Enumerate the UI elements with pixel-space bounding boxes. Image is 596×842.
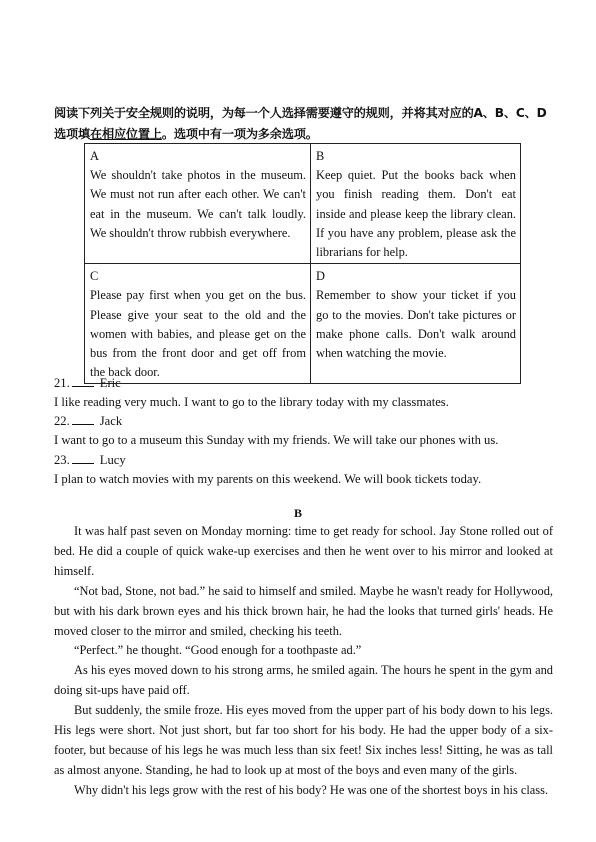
question-21-header (54, 374, 121, 392)
passage-paragraph: It was half past seven on Monday morning: time to get ready for school. Jay Stone rolled out of bed. He did a couple of quick wake-up exercises and then he went over to his mirror and looked at himself. (54, 524, 553, 578)
rule-letter: D (316, 269, 325, 284)
passage-paragraph: But suddenly, the smile froze. His eyes moved from the upper part of his body down to his legs. His legs were short. Not just short, but far too short for his body. He had the upper body of a six-footer, but because of his legs he was much less than six feet! Six inches less! Sitting, he was as tall as almost anyone. Standing, he had to look up at most of the boys and even many of the girls. (54, 703, 553, 777)
rule-cell-a (85, 144, 311, 264)
rule-text: Please pay first when you get on the bus. Please give your seat to the old and the women with babies, and please get on the bus from the front door and get off from the back door. (90, 288, 306, 380)
rule-letter: A (90, 149, 99, 163)
reading-passage (54, 522, 553, 801)
rule-text: Keep quiet. Put the books back when you finish reading them. Don't eat inside and please keep the library clean. If you have any problem, please ask the librarians for help. (316, 168, 516, 260)
rule-letter: C (90, 269, 99, 284)
question-person: Jack (99, 414, 123, 428)
question-21-statement: I like reading very much. I want to go to the library today with my classmates. (54, 395, 449, 409)
passage-paragraph: “Not bad, Stone, not bad.” he said to himself and smiled. Maybe he wasn't ready for Hollywood, but with his dark brown eyes and his thick brown hair, he had the looks that turned girls' heads. He moved closer to the mirror and smiled, checking his teeth. (54, 583, 553, 638)
rules-table (84, 143, 521, 384)
question-23-statement: I plan to watch movies with my parents on this weekend. We will book tickets today. (54, 472, 482, 486)
rule-text: Remember to show your ticket if you go to the movies. Don't take pictures or make phone calls. Don't walk around when watching the movie. (316, 288, 516, 361)
instructions-underlined: 在相应位置上 (89, 127, 162, 141)
rule-text: We shouldn't take photos in the museum. We must not run after each other. We can't eat in the museum. We can't talk loudly. We shouldn't throw rubbish everywhere. (90, 168, 306, 240)
question-number: 21. (54, 376, 70, 390)
question-number: 22. (54, 414, 70, 428)
task-instructions (54, 103, 554, 145)
rule-cell-d (311, 264, 521, 384)
instructions-text: 阅读下列关于安全规则的说明，为每一个人选择需要遵守的规则，并将其对应的A、B、C、D选项填 (54, 106, 547, 141)
question-23-header (54, 451, 126, 469)
passage-paragraph: “Perfect.” he thought. “Good enough for a toothpaste ad.” (74, 643, 362, 658)
question-number: 23. (54, 453, 70, 467)
rule-cell-b (311, 144, 521, 264)
passage-paragraph: As his eyes moved down to his strong arms, he smiled again. The hours he spent in the gym and doing sit-ups have paid off. (54, 663, 553, 698)
question-22-header (54, 412, 122, 430)
answer-blank[interactable] (72, 452, 94, 464)
question-person: Lucy (99, 453, 126, 467)
answer-blank[interactable] (72, 375, 94, 387)
answer-blank[interactable] (72, 413, 94, 425)
question-22-statement: I want to go to a museum this Sunday with my friends. We will take our phones with us. (54, 433, 499, 447)
passage-paragraph: Why didn't his legs grow with the rest of his body? He was one of the shortest boys in his class. (74, 782, 549, 797)
rule-letter: B (316, 149, 325, 163)
question-person: Eric (99, 376, 121, 390)
rule-cell-c (85, 264, 311, 384)
section-heading: B (293, 506, 302, 520)
instructions-text-2: 。选项中有一项为多余选项。 (161, 127, 318, 141)
